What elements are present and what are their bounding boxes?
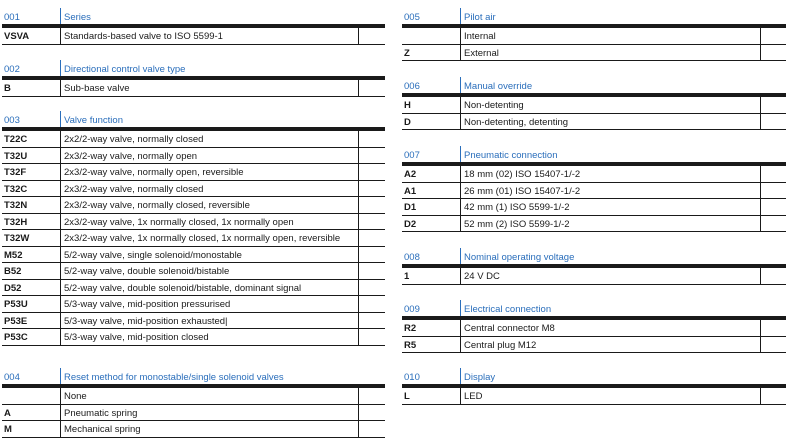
section-010 [402,368,786,405]
table-row [402,97,786,114]
option-code: VSVA [4,31,30,42]
section-title: Nominal operating voltage [464,252,575,263]
section-header [402,77,786,93]
table-row [2,131,385,148]
table-row [2,313,385,330]
option-code: R2 [404,323,417,334]
table-row [2,28,385,45]
section-009 [402,300,786,353]
option-code: M52 [4,249,23,261]
table-row [402,28,786,45]
table-row [402,216,786,233]
option-code: T32C [4,183,28,195]
table-row [2,181,385,198]
option-code: M [4,424,12,435]
table-row [402,388,786,405]
option-description: Central connector M8 [464,323,555,334]
option-code: T32F [4,167,27,178]
table-row [2,296,385,313]
option-description: 5/2-way valve, double solenoid/bistable, dominant signal [64,282,302,294]
section-title: Series [64,12,91,23]
option-code: T32H [4,216,28,228]
option-description: 2x3/2-way valve, normally open, reversible [64,167,244,178]
option-description: Standards-based valve to ISO 5599-1 [64,31,223,42]
section-title: Pneumatic connection [464,150,558,161]
section-007 [402,146,786,232]
table-row [402,166,786,183]
section-code: 001 [4,12,20,23]
option-description: 42 mm (1) ISO 5599-1/-2 [464,202,570,213]
option-description: 2x3/2-way valve, normally open [64,150,198,162]
table-row [2,197,385,214]
section-title: Display [464,372,496,383]
section-006 [402,77,786,130]
section-code: 010 [404,372,420,383]
section-001 [2,8,385,45]
table-row [402,320,786,337]
section-005 [402,8,786,61]
option-description: 5/3-way valve, mid-position exhausted| [64,315,228,327]
table-row [2,230,385,247]
section-title: Directional control valve type [64,64,186,75]
option-description: 26 mm (01) ISO 15407-1/-2 [464,185,581,197]
table-row [2,164,385,181]
option-description: 5/2-way valve, single solenoid/monostable [64,249,242,261]
option-description: Non-detenting, detenting [464,116,569,128]
option-code: T22C [4,134,28,145]
section-008 [402,248,786,285]
option-description: 18 mm (02) ISO 15407-1/-2 [464,169,581,180]
option-description: External [464,47,499,59]
option-code: R5 [404,339,417,351]
option-description: 5/3-way valve, mid-position pressurised [64,299,231,310]
option-code: A2 [404,169,417,180]
section-header [402,368,786,384]
table-row [2,263,385,280]
option-code: T32N [4,200,28,211]
table-row [402,183,786,200]
section-003 [2,111,385,346]
section-code: 004 [4,372,20,383]
section-002 [2,60,385,97]
option-code: B [4,83,11,94]
section-004 [2,368,385,438]
table-row [2,388,385,405]
option-description: None [64,391,87,402]
option-code: D1 [404,202,417,213]
option-code: P53E [4,315,28,327]
option-description: Internal [464,31,496,42]
section-header [2,60,385,76]
option-description: Pneumatic spring [64,407,138,419]
section-title: Electrical connection [464,304,552,315]
table-row [2,329,385,346]
section-title: Valve function [64,115,123,126]
table-row [402,114,786,131]
table-row [2,214,385,231]
table-row [2,421,385,438]
section-header [2,111,385,127]
section-code: 005 [404,12,420,23]
option-code: D2 [404,218,417,230]
option-description: LED [464,391,483,402]
section-header [402,300,786,316]
option-code: D52 [4,282,22,294]
option-description: Sub-base valve [64,83,130,94]
option-code: L [404,391,410,402]
option-code: T32W [4,233,30,244]
option-description: 52 mm (2) ISO 5599-1/-2 [464,218,570,230]
option-description: Central plug M12 [464,339,537,351]
section-code: 009 [404,304,420,315]
section-code: 007 [404,150,420,161]
option-description: 2x3/2-way valve, normally closed [64,183,204,195]
option-code: P53U [4,299,28,310]
table-row [2,148,385,165]
section-title: Reset method for monostable/single solenoid valves [64,372,284,383]
option-description: 5/3-way valve, mid-position closed [64,332,209,343]
option-code: Z [404,47,410,59]
section-header [402,8,786,24]
section-code: 002 [4,64,20,75]
section-header [402,146,786,162]
section-title: Manual override [464,81,533,92]
option-description: Non-detenting [464,100,524,111]
option-description: 2x3/2-way valve, normally closed, reversible [64,200,250,211]
section-title: Pilot air [464,12,496,23]
option-code: 1 [404,271,410,282]
option-description: 2x3/2-way valve, 1x normally closed, 1x normally open [64,216,294,228]
table-row [2,247,385,264]
section-code: 008 [404,252,420,263]
section-code: 003 [4,115,20,126]
option-code: D [404,116,411,128]
option-description: 2x3/2-way valve, 1x normally closed, 1x normally open, reversible [64,233,341,244]
section-header [2,368,385,384]
table-row [2,405,385,422]
table-row [402,45,786,62]
option-description: 2x2/2-way valve, normally closed [64,134,204,145]
section-code: 006 [404,81,420,92]
section-header [402,248,786,264]
option-code: P53C [4,332,28,343]
option-code: H [404,100,411,111]
option-code: B52 [4,266,22,277]
table-row [402,268,786,285]
option-code: A [4,407,11,419]
option-description: 24 V DC [464,271,500,282]
table-row [402,199,786,216]
option-description: Mechanical spring [64,424,141,435]
table-row [2,280,385,297]
option-description: 5/2-way valve, double solenoid/bistable [64,266,230,277]
option-code: A1 [404,185,417,197]
table-row [2,80,385,97]
table-row [402,337,786,354]
option-code: T32U [4,150,28,162]
section-header [2,8,385,24]
